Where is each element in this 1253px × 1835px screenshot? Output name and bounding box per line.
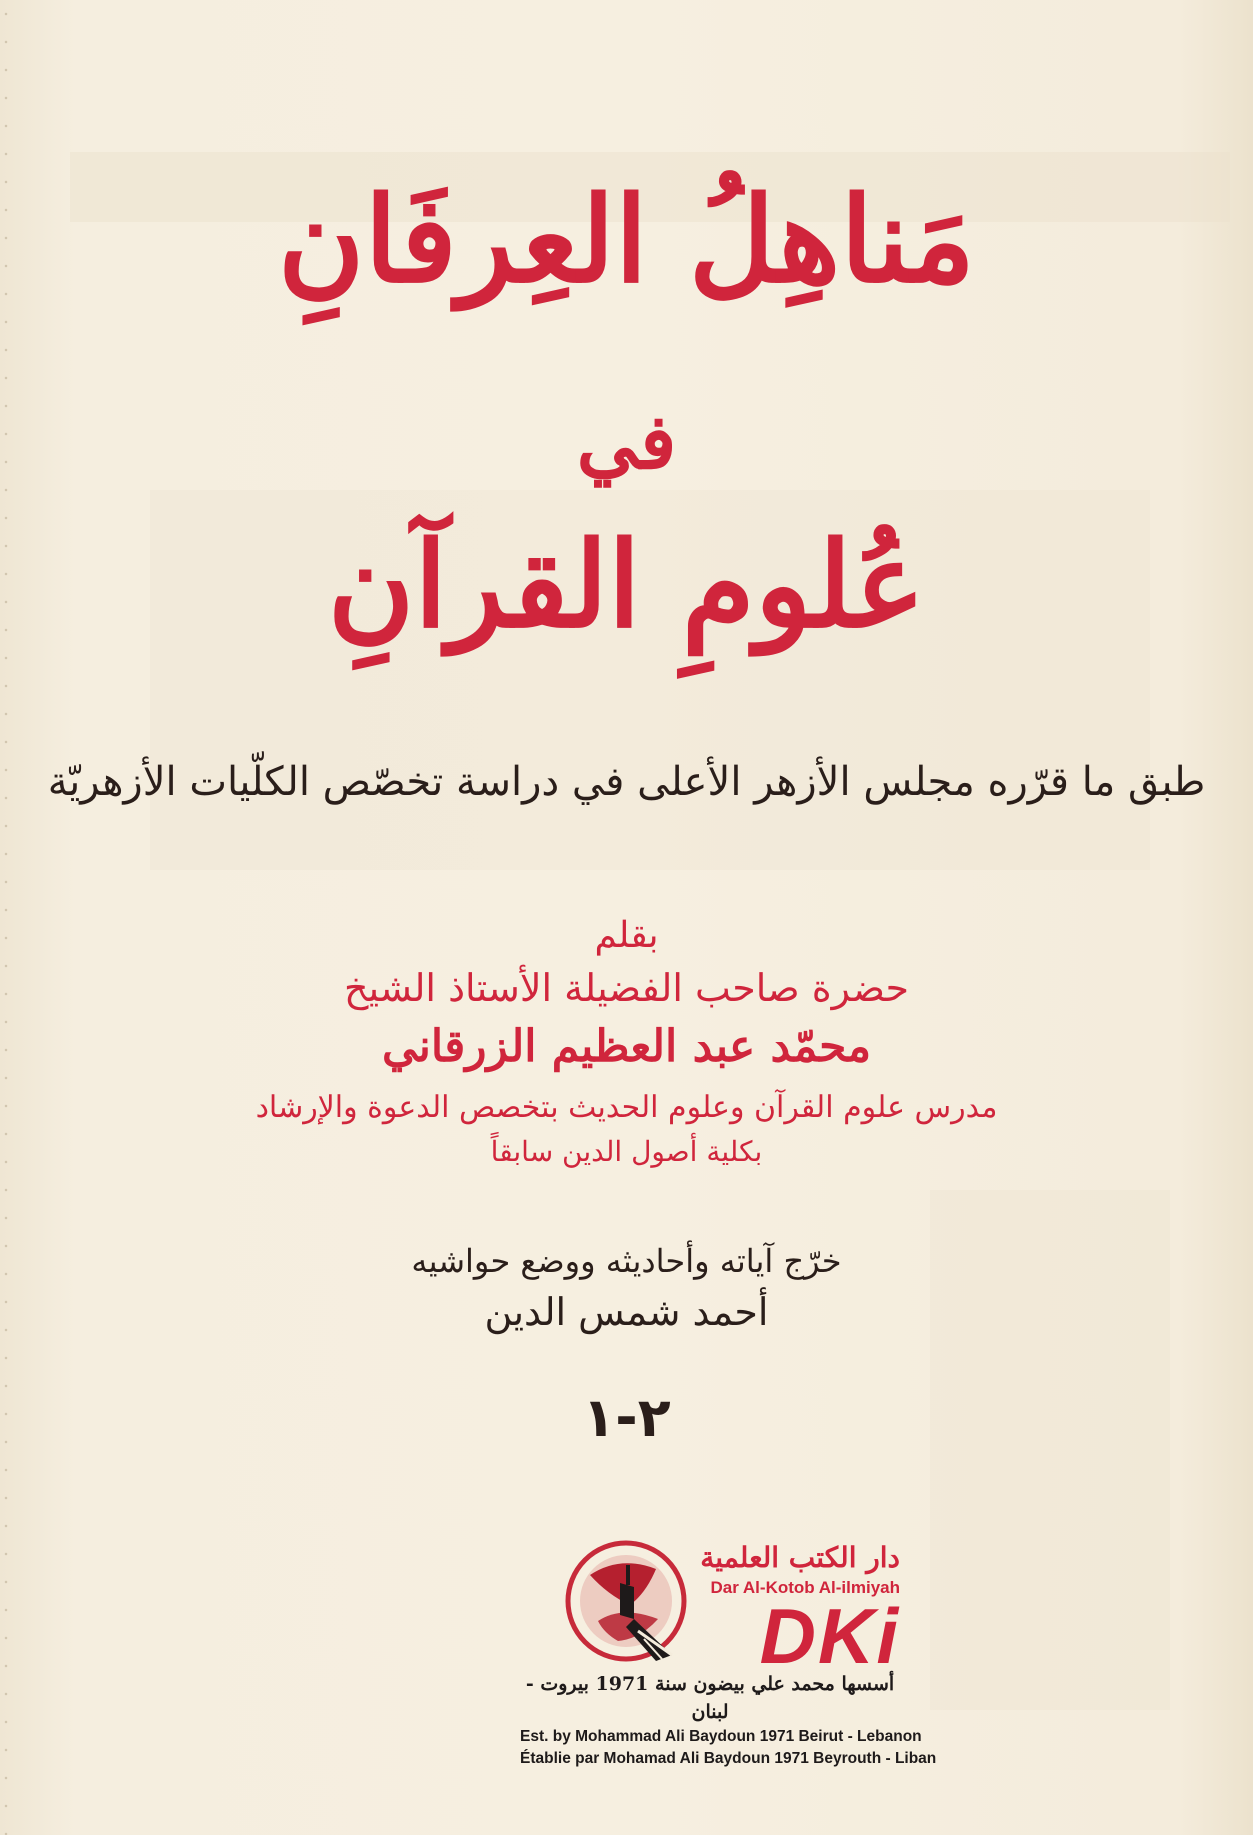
dki-globe-book-logo-icon [560,1535,696,1671]
established-french: Établie par Mohamad Ali Baydoun 1971 Beyrouth - Liban [520,1750,937,1767]
editor-name: أحمد شمس الدين [484,1290,769,1334]
editor-credit: خرّج آياته وأحاديثه ووضع حواشيه [411,1242,842,1280]
publisher-brand: DKi [759,1592,900,1680]
publisher-name-latin: Dar Al-Kotob Al-ilmiyah [710,1578,900,1597]
author-role-line1: مدرس علوم القرآن وعلوم الحديث بتخصص الدعوة والإرشاد [255,1090,998,1125]
book-subtitle: طبق ما قرّره مجلس الأزهر الأعلى في دراسة تخصّص الكلّيات الأزهريّة [47,759,1206,805]
author-name: محمّد عبد العظيم الزرقاني [381,1021,872,1072]
book-title-subject: عُلومِ القرآنِ [327,515,926,654]
publisher-establishment [520,1670,937,1770]
book-title-main: مَناهِلُ العِرفَانِ [277,170,976,309]
publisher-name-arabic: دار الكتب العلمية [700,1541,900,1574]
established-english: Est. by Mohammad Ali Baydoun 1971 Beirut - Lebanon [520,1728,922,1745]
author-role-line2: بكلية أصول الدين سابقاً [490,1135,763,1168]
author-honorific: حضرة صاحب الفضيلة الأستاذ الشيخ [343,966,910,1010]
volume-numbers: ٢-١ [582,1386,671,1449]
byline-label: بقلم [594,915,659,956]
established-arabic: أسسها محمد علي بيضون سنة 1971 بيروت - لبنان [525,1673,895,1723]
publisher-mark [700,1540,900,1680]
book-title-connector: في [576,397,677,486]
